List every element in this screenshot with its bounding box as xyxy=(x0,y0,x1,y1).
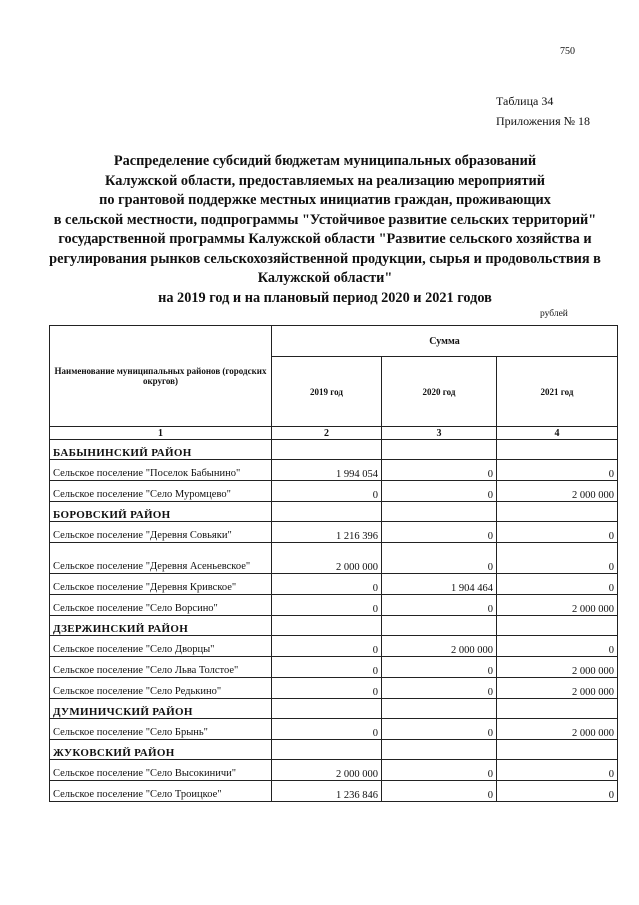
amount-cell: 0 xyxy=(382,460,497,481)
amount-cell: 0 xyxy=(497,574,618,595)
empty-cell xyxy=(497,440,618,460)
document-title xyxy=(40,152,610,308)
empty-cell xyxy=(272,740,382,760)
amount-cell: 0 xyxy=(382,678,497,699)
empty-cell xyxy=(382,699,497,719)
empty-cell xyxy=(382,740,497,760)
empty-cell xyxy=(272,616,382,636)
district-row xyxy=(50,616,618,636)
title-line: Калужской области, предоставляемых на реализацию мероприятий xyxy=(105,172,545,189)
empty-cell xyxy=(382,616,497,636)
header-sum: Сумма xyxy=(272,326,618,357)
title-line: по грантовой поддержке местных инициатив граждан, проживающих xyxy=(99,192,551,208)
amount-cell: 0 xyxy=(497,781,618,802)
district-row xyxy=(50,740,618,760)
settlement-name: Сельское поселение "Деревня Совьяки" xyxy=(50,522,272,543)
column-index: 2 xyxy=(272,427,382,440)
column-index: 1 xyxy=(50,427,272,440)
title-line: регулирования рынков сельскохозяйственной продукции, сырья и продовольствия в xyxy=(49,250,601,267)
table-row xyxy=(50,481,618,502)
empty-cell xyxy=(382,502,497,522)
amount-cell: 2 000 000 xyxy=(497,678,618,699)
title-line: в сельской местности, подпрограммы "Устойчивое развитие сельских территорий" xyxy=(53,211,597,228)
settlement-name: Сельское поселение "Поселок Бабынино" xyxy=(50,460,272,481)
header-year-2020: 2020 год xyxy=(382,357,497,427)
settlement-name: Сельское поселение "Село Дворцы" xyxy=(50,636,272,657)
empty-cell xyxy=(272,440,382,460)
table-row xyxy=(50,543,618,574)
table-row xyxy=(50,595,618,616)
empty-cell xyxy=(497,740,618,760)
settlement-name: Сельское поселение "Деревня Кривское" xyxy=(50,574,272,595)
district-name: БАБЫНИНСКИЙ РАЙОН xyxy=(50,440,272,460)
table-row xyxy=(50,657,618,678)
amount-cell: 0 xyxy=(497,522,618,543)
column-index: 4 xyxy=(497,427,618,440)
settlement-name: Сельское поселение "Село Муромцево" xyxy=(50,481,272,502)
header-year-2021: 2021 год xyxy=(497,357,618,427)
amount-cell: 0 xyxy=(382,719,497,740)
amount-cell: 1 236 846 xyxy=(272,781,382,802)
amount-cell: 0 xyxy=(272,719,382,740)
table-row xyxy=(50,760,618,781)
amount-cell: 2 000 000 xyxy=(272,543,382,574)
amount-cell: 0 xyxy=(497,543,618,574)
page-number: 750 xyxy=(560,46,575,57)
empty-cell xyxy=(497,616,618,636)
amount-cell: 2 000 000 xyxy=(497,719,618,740)
empty-cell xyxy=(272,502,382,522)
district-name: БОРОВСКИЙ РАЙОН xyxy=(50,502,272,522)
amount-cell: 0 xyxy=(497,760,618,781)
table-body xyxy=(50,440,618,802)
settlement-name: Сельское поселение "Деревня Асеньевское" xyxy=(50,543,272,574)
table-row xyxy=(50,460,618,481)
amount-cell: 2 000 000 xyxy=(272,760,382,781)
amount-cell: 0 xyxy=(497,460,618,481)
amount-cell: 2 000 000 xyxy=(497,481,618,502)
table-row xyxy=(50,719,618,740)
subsidy-table xyxy=(49,325,618,802)
amount-cell: 0 xyxy=(382,657,497,678)
table-row xyxy=(50,636,618,657)
amount-cell: 0 xyxy=(382,481,497,502)
amount-cell: 2 000 000 xyxy=(497,595,618,616)
settlement-name: Сельское поселение "Село Брынь" xyxy=(50,719,272,740)
header-year-2019: 2019 год xyxy=(272,357,382,427)
empty-cell xyxy=(382,440,497,460)
amount-cell: 1 904 464 xyxy=(382,574,497,595)
column-index: 3 xyxy=(382,427,497,440)
district-row xyxy=(50,502,618,522)
table-number: Таблица 34 xyxy=(496,94,554,108)
appendix-number: Приложения № 18 xyxy=(496,114,591,128)
settlement-name: Сельское поселение "Село Льва Толстое" xyxy=(50,657,272,678)
amount-cell: 0 xyxy=(272,595,382,616)
settlement-name: Сельское поселение "Село Ворсино" xyxy=(50,595,272,616)
amount-cell: 0 xyxy=(382,595,497,616)
district-name: ДУМИНИЧСКИЙ РАЙОН xyxy=(50,699,272,719)
empty-cell xyxy=(497,502,618,522)
district-name: ЖУКОВСКИЙ РАЙОН xyxy=(50,740,272,760)
settlement-name: Сельское поселение "Село Редькино" xyxy=(50,678,272,699)
district-row xyxy=(50,440,618,460)
title-line: на 2019 год и на плановый период 2020 и 2021 годов xyxy=(158,289,492,306)
settlement-name: Сельское поселение "Село Троицкое" xyxy=(50,781,272,802)
empty-cell xyxy=(497,699,618,719)
table-row xyxy=(50,678,618,699)
amount-cell: 0 xyxy=(272,678,382,699)
empty-cell xyxy=(272,699,382,719)
amount-cell: 0 xyxy=(272,657,382,678)
amount-cell: 0 xyxy=(382,522,497,543)
amount-cell: 2 000 000 xyxy=(382,636,497,657)
amount-cell: 0 xyxy=(272,481,382,502)
amount-cell: 1 994 054 xyxy=(272,460,382,481)
district-row xyxy=(50,699,618,719)
table-row xyxy=(50,781,618,802)
header-name-column: Наименование муниципальных районов (городских округов) xyxy=(50,326,272,427)
amount-cell: 0 xyxy=(382,781,497,802)
amount-cell: 0 xyxy=(382,543,497,574)
district-name: ДЗЕРЖИНСКИЙ РАЙОН xyxy=(50,616,272,636)
amount-cell: 0 xyxy=(497,636,618,657)
amount-cell: 0 xyxy=(272,574,382,595)
amount-cell: 1 216 396 xyxy=(272,522,382,543)
title-line: государственной программы Калужской области "Развитие сельского хозяйства и xyxy=(58,231,592,247)
table-reference xyxy=(496,91,590,131)
amount-cell: 0 xyxy=(272,636,382,657)
title-line: Калужской области" xyxy=(257,270,393,286)
units-label: рублей xyxy=(540,309,568,319)
amount-cell: 2 000 000 xyxy=(497,657,618,678)
settlement-name: Сельское поселение "Село Высокиничи" xyxy=(50,760,272,781)
table-row xyxy=(50,574,618,595)
table-row xyxy=(50,522,618,543)
amount-cell: 0 xyxy=(382,760,497,781)
title-line: Распределение субсидий бюджетам муниципальных образований xyxy=(113,153,537,169)
